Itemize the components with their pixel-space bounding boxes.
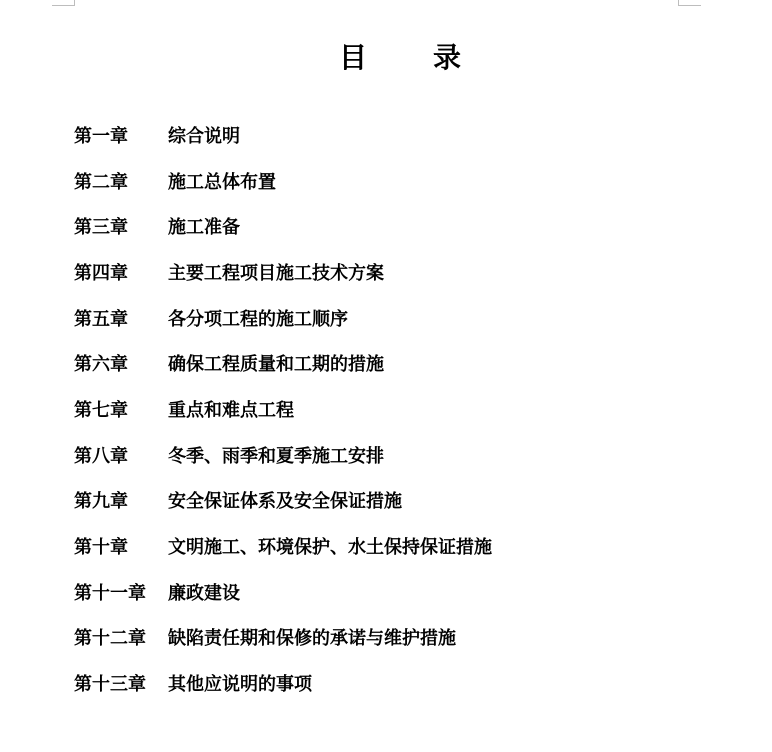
toc-entry-3 <box>74 203 492 249</box>
chapter-number: 第十三章 <box>74 674 146 696</box>
toc-entry-5 <box>74 295 492 341</box>
toc-entry-10 <box>74 523 492 569</box>
chapter-number: 第五章 <box>74 308 128 330</box>
chapter-title: 各分项工程的施工顺序 <box>168 308 348 330</box>
chapter-title: 确保工程质量和工期的措施 <box>168 354 384 376</box>
toc-entry-2 <box>74 158 492 204</box>
toc-entry-8 <box>74 432 492 478</box>
toc-entry-9 <box>74 478 492 524</box>
toc-entry-11 <box>74 569 492 615</box>
chapter-title: 文明施工、环境保护、水土保持保证措施 <box>168 537 492 559</box>
chapter-number: 第八章 <box>74 445 128 467</box>
chapter-title: 安全保证体系及安全保证措施 <box>168 491 402 513</box>
chapter-title: 重点和难点工程 <box>168 399 294 421</box>
chapter-title: 主要工程项目施工技术方案 <box>168 262 384 284</box>
toc-entry-12 <box>74 615 492 661</box>
chapter-title: 综合说明 <box>168 125 240 147</box>
chapter-number: 第十一章 <box>74 582 146 604</box>
chapter-title: 廉政建设 <box>168 582 240 604</box>
toc-list <box>74 112 492 706</box>
page-corner-mark-left <box>52 0 75 6</box>
chapter-title: 施工总体布置 <box>168 171 276 193</box>
chapter-number: 第四章 <box>74 262 128 284</box>
toc-entry-4 <box>74 249 492 295</box>
chapter-number: 第十章 <box>74 537 128 559</box>
toc-entry-13 <box>74 660 492 706</box>
chapter-number: 第一章 <box>74 125 128 147</box>
chapter-number: 第十二章 <box>74 628 146 650</box>
toc-entry-1 <box>74 112 492 158</box>
chapter-title: 缺陷责任期和保修的承诺与维护措施 <box>168 628 456 650</box>
chapter-title: 冬季、雨季和夏季施工安排 <box>168 445 384 467</box>
toc-entry-6 <box>74 340 492 386</box>
chapter-number: 第六章 <box>74 354 128 376</box>
chapter-number: 第三章 <box>74 217 128 239</box>
toc-heading-char-2: 录 <box>433 41 462 74</box>
chapter-title: 其他应说明的事项 <box>168 674 312 696</box>
chapter-number: 第七章 <box>74 399 128 421</box>
toc-entry-7 <box>74 386 492 432</box>
toc-heading <box>14 38 772 78</box>
toc-heading-char-1: 目 <box>338 41 367 74</box>
chapter-number: 第二章 <box>74 171 128 193</box>
chapter-title: 施工准备 <box>168 217 240 239</box>
chapter-number: 第九章 <box>74 491 128 513</box>
page-corner-mark-right <box>678 0 701 6</box>
